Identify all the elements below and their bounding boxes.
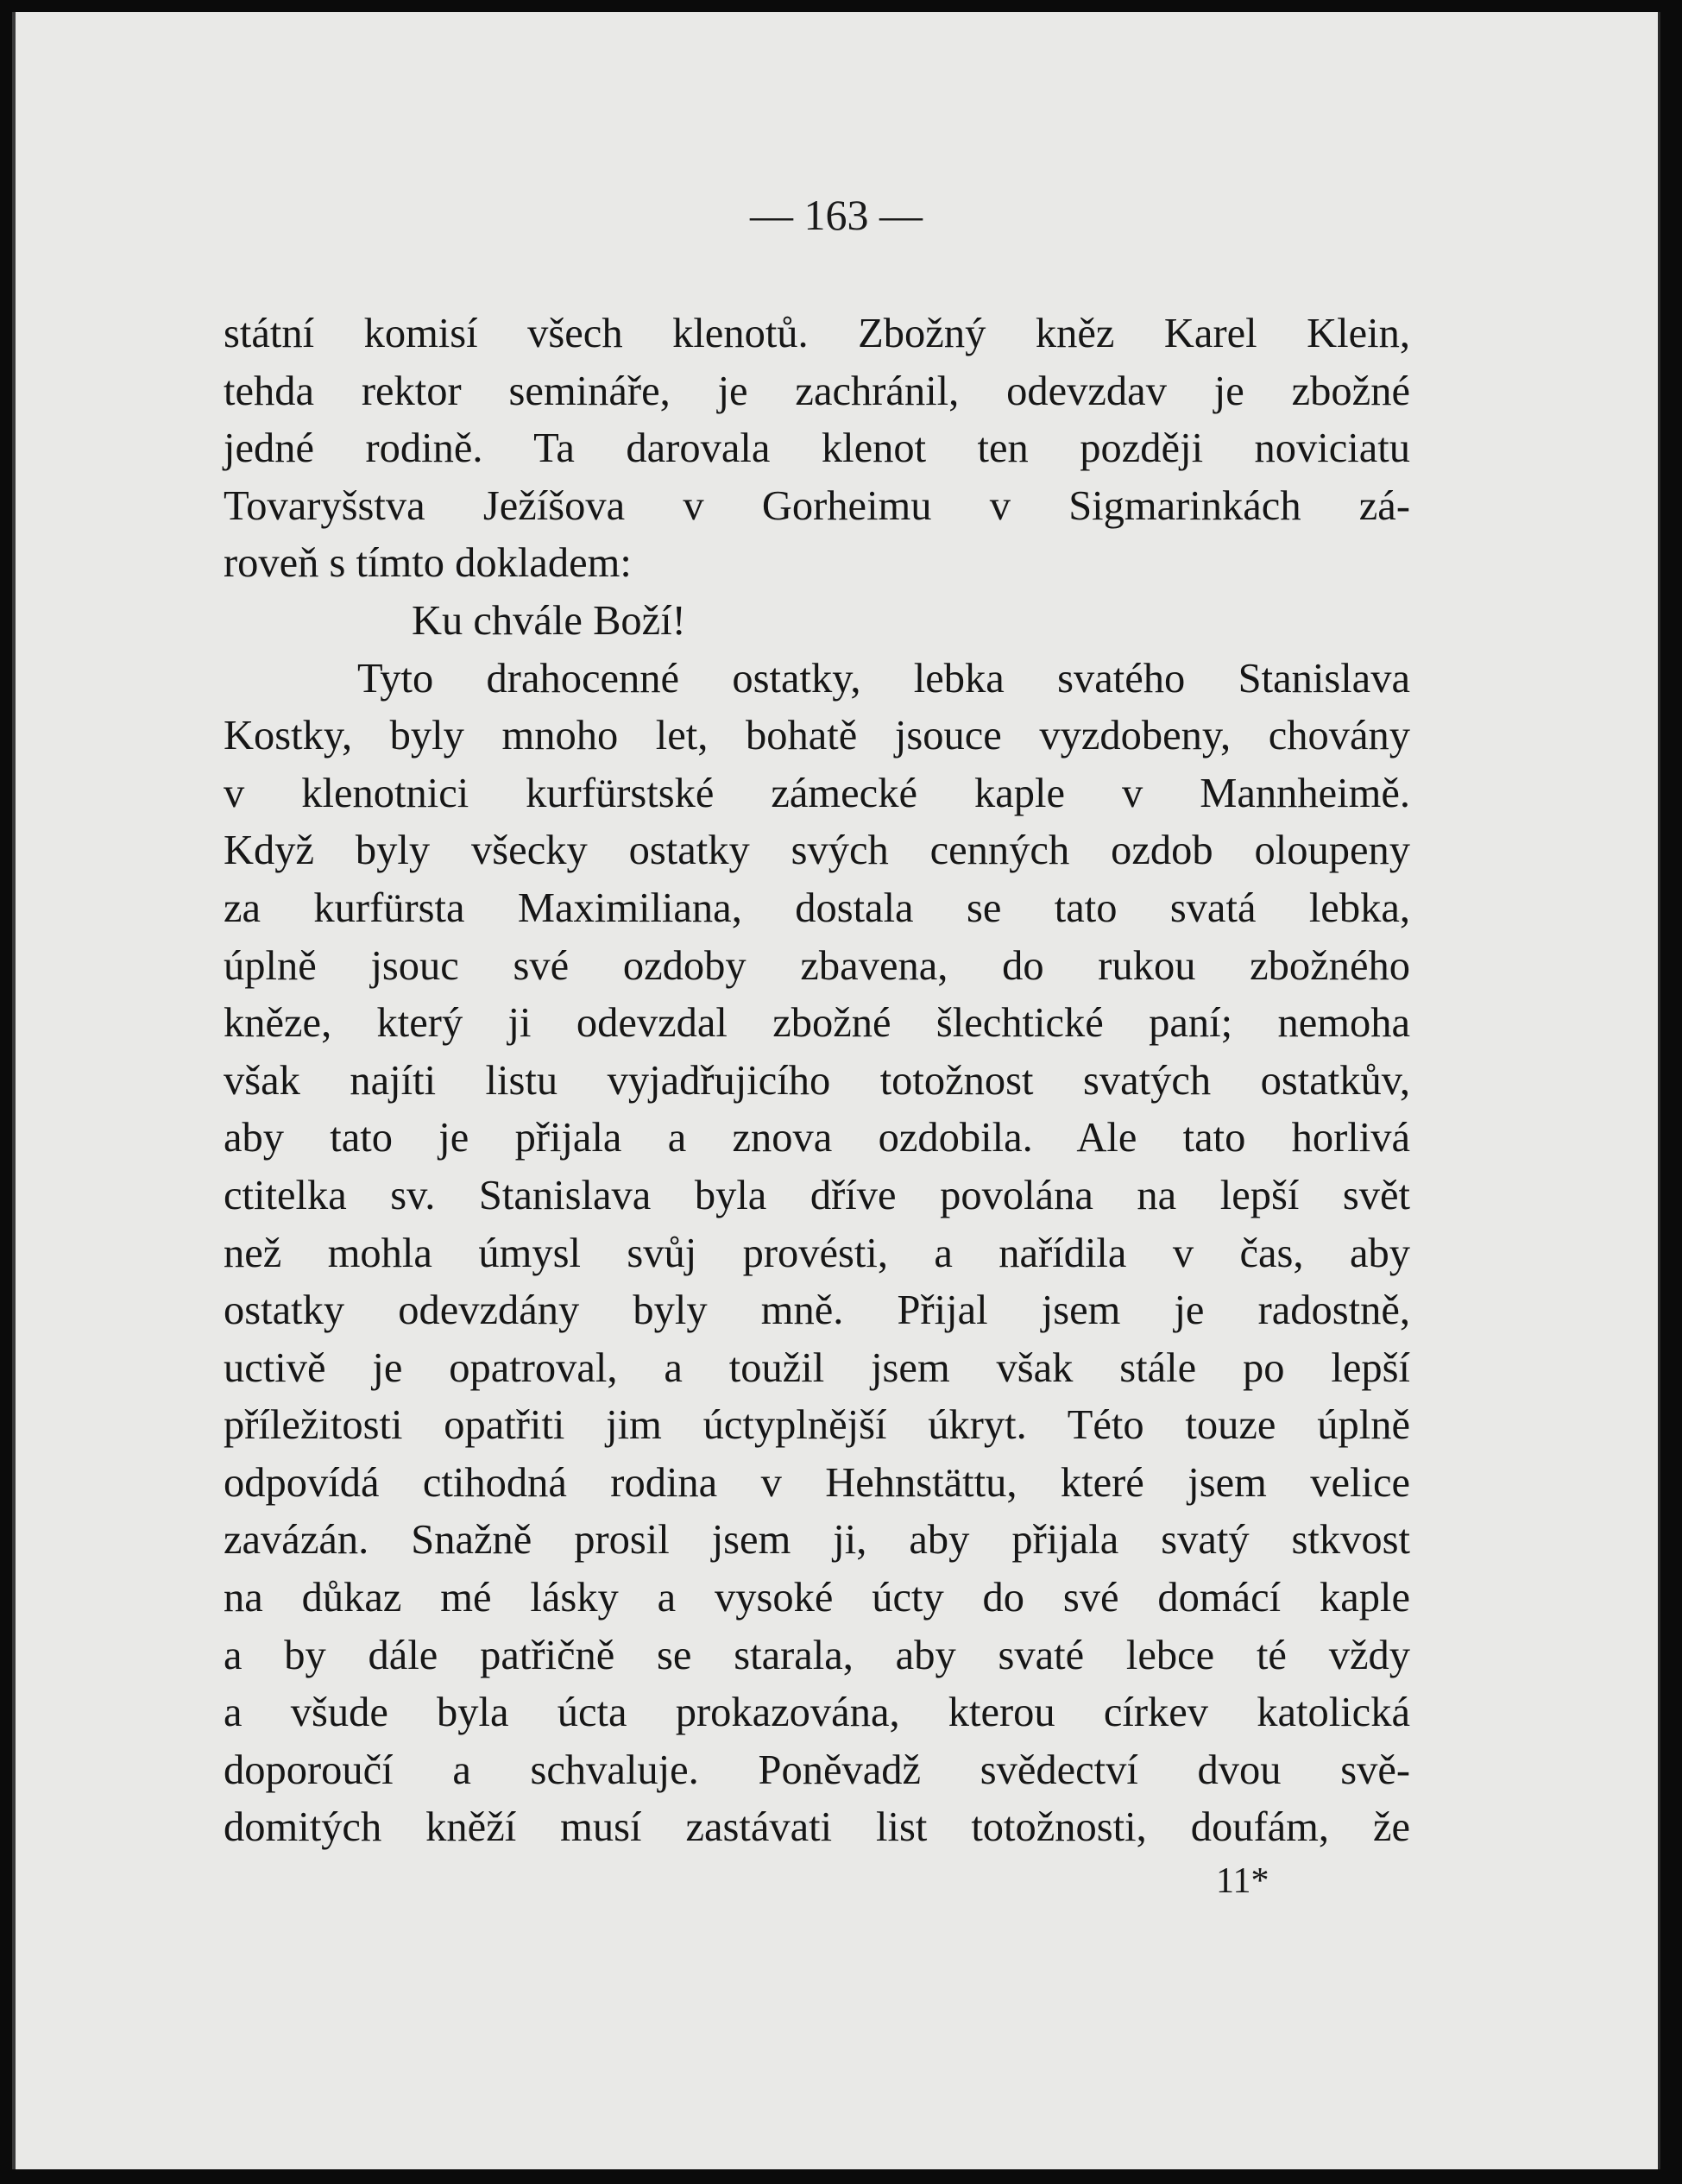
text-line: uctivě je opatroval, a toužil jsem však stále po lepší <box>224 1344 1410 1391</box>
text-line: a všude byla úcta prokazována, kterou církev katolická <box>224 1690 1410 1736</box>
text-line: ctitelka sv. Stanislava byla dříve povolána na lepší svět <box>224 1172 1410 1218</box>
text-line: aby tato je přijala a znova ozdobila. Ale tato horlivá <box>224 1115 1410 1161</box>
text-line: domitých kněží musí zastávati list totožnosti, doufám, že <box>224 1804 1410 1851</box>
text-line: v klenotnici kurfürstské zámecké kaple v Mannheimě. <box>224 770 1410 816</box>
text-line: úplně jsouc své ozdoby zbavena, do rukou zbožného <box>224 942 1410 989</box>
text-line: roveň s tímto dokladem: <box>224 540 632 587</box>
text-line: a by dále patřičně se starala, aby svaté lebce té vždy <box>224 1632 1410 1678</box>
right-page-edge <box>1658 12 1660 2169</box>
text-line: odpovídá ctihodná rodina v Hehnstättu, které jsem velice <box>224 1459 1410 1506</box>
text-line: ostatky odevzdány byly mně. Přijal jsem je radostně, <box>224 1287 1410 1334</box>
text-line: Tovaryšstva Ježíšova v Gorheimu v Sigmarinkách zá- <box>224 482 1410 529</box>
text-line: jedné rodině. Ta darovala klenot ten později noviciatu <box>224 425 1410 472</box>
printer-signature-mark: 11* <box>1216 1861 1269 1901</box>
text-line: než mohla úmysl svůj provésti, a nařídila v čas, aby <box>224 1230 1410 1276</box>
text-line: kněze, který ji odevzdal zbožné šlechtické paní; nemoha <box>224 1000 1410 1047</box>
text-line: státní komisí všech klenotů. Zbožný kněz Karel Klein, <box>224 311 1410 356</box>
text-line: však najíti listu vyjadřujicího totožnost svatých ostatkův, <box>224 1057 1410 1104</box>
left-binding-shadow <box>12 12 16 2169</box>
text-line: Když byly všecky ostatky svých cenných ozdob oloupeny <box>224 828 1410 874</box>
text-line: Tyto drahocenné ostatky, lebka svatého Stanislava <box>357 655 1410 702</box>
text-line: Kostky, byly mnoho let, bohatě jsouce vyzdobeny, chovány <box>224 713 1410 759</box>
text-line: na důkaz mé lásky a vysoké úcty do své domácí kaple <box>224 1575 1410 1621</box>
text-line: tehda rektor semináře, je zachránil, odevzdav je zbožné <box>224 368 1410 414</box>
text-line: doporoučí a schvaluje. Poněvadž svědectví dvou svě- <box>224 1747 1410 1793</box>
body-text <box>224 305 1410 1857</box>
text-line: příležitosti opatřiti jim úctyplnější úkryt. Této touze úplně <box>224 1402 1410 1449</box>
text-line: za kurfürsta Maximiliana, dostala se tato svatá lebka, <box>224 884 1410 931</box>
text-line: zavázán. Snažně prosil jsem ji, aby přijala svatý stkvost <box>224 1517 1410 1564</box>
inscription-heading: Ku chvále Boží! <box>412 597 686 644</box>
page-number: — 163 — <box>750 191 923 239</box>
book-page <box>12 12 1660 2169</box>
